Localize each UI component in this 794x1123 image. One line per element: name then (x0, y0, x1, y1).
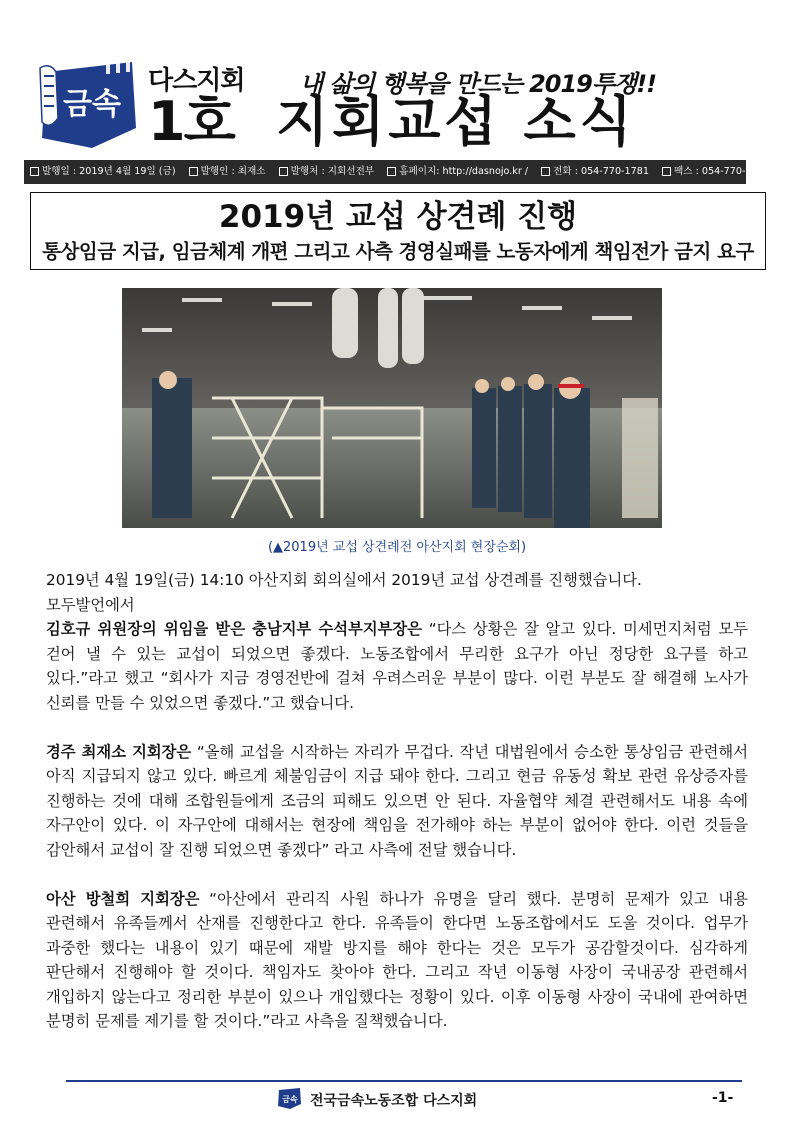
issue-number: 1호 (148, 90, 234, 153)
footer-union-logo (276, 1086, 302, 1110)
photo-caption: (▲2019년 교섭 상견례전 아산지회 현장순회) (267, 540, 527, 555)
speaker-2: 경주 최재소 지회장은 (46, 742, 192, 761)
union-logo (36, 58, 140, 150)
headline-box (30, 192, 766, 270)
masthead-title: 지회교섭 소식 (276, 90, 636, 153)
intro-line-2: 모두발언에서 (46, 595, 135, 614)
fax: 팩스 : 054-770-1780 (662, 166, 775, 177)
bullet-icon (541, 167, 550, 176)
quote-1: “다스 상황은 잘 알고 있다. 미세먼지처럼 모두 걷어 낼 수 있는 교섭이 되었으면 좋겠다. 노동조합에서 무리한 요구가 아닌 정당한 요구를 하고 있다.”라고 했고 “회사가 지금 경영전반에 걸쳐 우려스러운 부분이 많다. 이런 부분도 잘 해결해 노사가 신뢰를 만들 수 있었으면 좋겠다.”고 했습니다. (46, 620, 748, 712)
article-body (46, 568, 748, 1034)
page-number: -1- (712, 1090, 734, 1106)
speaker-3: 아산 방철희 지회장은 (46, 889, 200, 908)
bullet-icon (387, 167, 396, 176)
factory-photo (122, 288, 662, 528)
bullet-icon (279, 167, 288, 176)
logo-text: 금속 (63, 87, 121, 122)
headline: 2019년 교섭 상견례 진행 (218, 199, 578, 235)
footer-organization: 전국금속노동조합 다스지회 (310, 1093, 478, 1109)
bullet-icon (662, 167, 671, 176)
issuer: 발행처 : 지회선전부 (279, 166, 379, 177)
footer-divider (66, 1080, 742, 1082)
publisher: 발행인 : 최재소 (189, 166, 271, 177)
publication-info-bar (24, 160, 770, 184)
subheadline: 통상임금 지급, 임금체계 개편 그리고 사측 경영실패를 노동자에게 책임전가 금지 요구 (42, 240, 754, 263)
footer-logo-text: 금속 (282, 1095, 298, 1104)
speaker-1: 김호규 위원장의 위임을 받은 충남지부 수석부지부장은 (46, 620, 422, 638)
branch-name: 다스지회 (148, 66, 245, 96)
phone: 전화 : 054-770-1781 (541, 166, 654, 177)
paragraph-3 (46, 887, 748, 1034)
bullet-icon (30, 167, 39, 176)
publish-date: 발행일 : 2019년 4월 19일 (금) (30, 166, 181, 177)
quote-2: “올해 교섭을 시작하는 자리가 무겁다. 작년 대법원에서 승소한 통상임금 관련해서 아직 지급되지 않고 있다. 빠르게 체불임금이 지급 돼야 한다. 그리고 현금 유동성 확보 관련 유상증자를 진행하는 것에 대해 조합원들에게 조금의 피해도 있으면 안 된다. 자율협약 체결 관련해서도 내용 속에 자구안이 있다. 이 자구안에 대해서는 현장에 책임을 전가해야 하는 부분이 없어야 한다. 이런 것들을 감안해서 교섭이 잘 진행 되었으면 좋겠다” 라고 사측에 전달 했습니다. (46, 742, 748, 859)
slogan: 내 삶의 행복을 만드는 2019투쟁!! (300, 70, 657, 98)
intro-paragraph: 2019년 4월 19일(금) 14:10 아산지회 회의실에서 2019년 교섭 상견례를 진행했습니다. (46, 571, 642, 589)
paragraph-1 (46, 617, 748, 715)
paragraph-2 (46, 740, 748, 863)
quote-3: “아산에서 관리직 사원 하나가 유명을 달리 했다. 분명히 문제가 있고 내용 관련해서 유족들께서 산재를 진행한다고 한다. 유족들이 한다면 노동조합에서도 도울 것이다. 업무가 과중한 했다는 내용이 있기 때문에 재발 방지를 해야 한다는 것은 모두가 공감할것이다. 심각하게 판단해서 진행해야 할 것이다. 책임자도 찾아야 한다. 그리고 작년 이동형 사장이 국내공장 관련해서 개입하지 않는다고 정리한 부분이 있으나 개입했다는 정황이 있다. 이후 이동형 사장이 국내에 관여하면 분명히 문제를 제기를 할 것이다.”라고 사측을 질책했습니다. (46, 889, 748, 1030)
bullet-icon (189, 167, 198, 176)
homepage[interactable]: 홈페이지: http://dasnojo.kr / (387, 166, 533, 177)
